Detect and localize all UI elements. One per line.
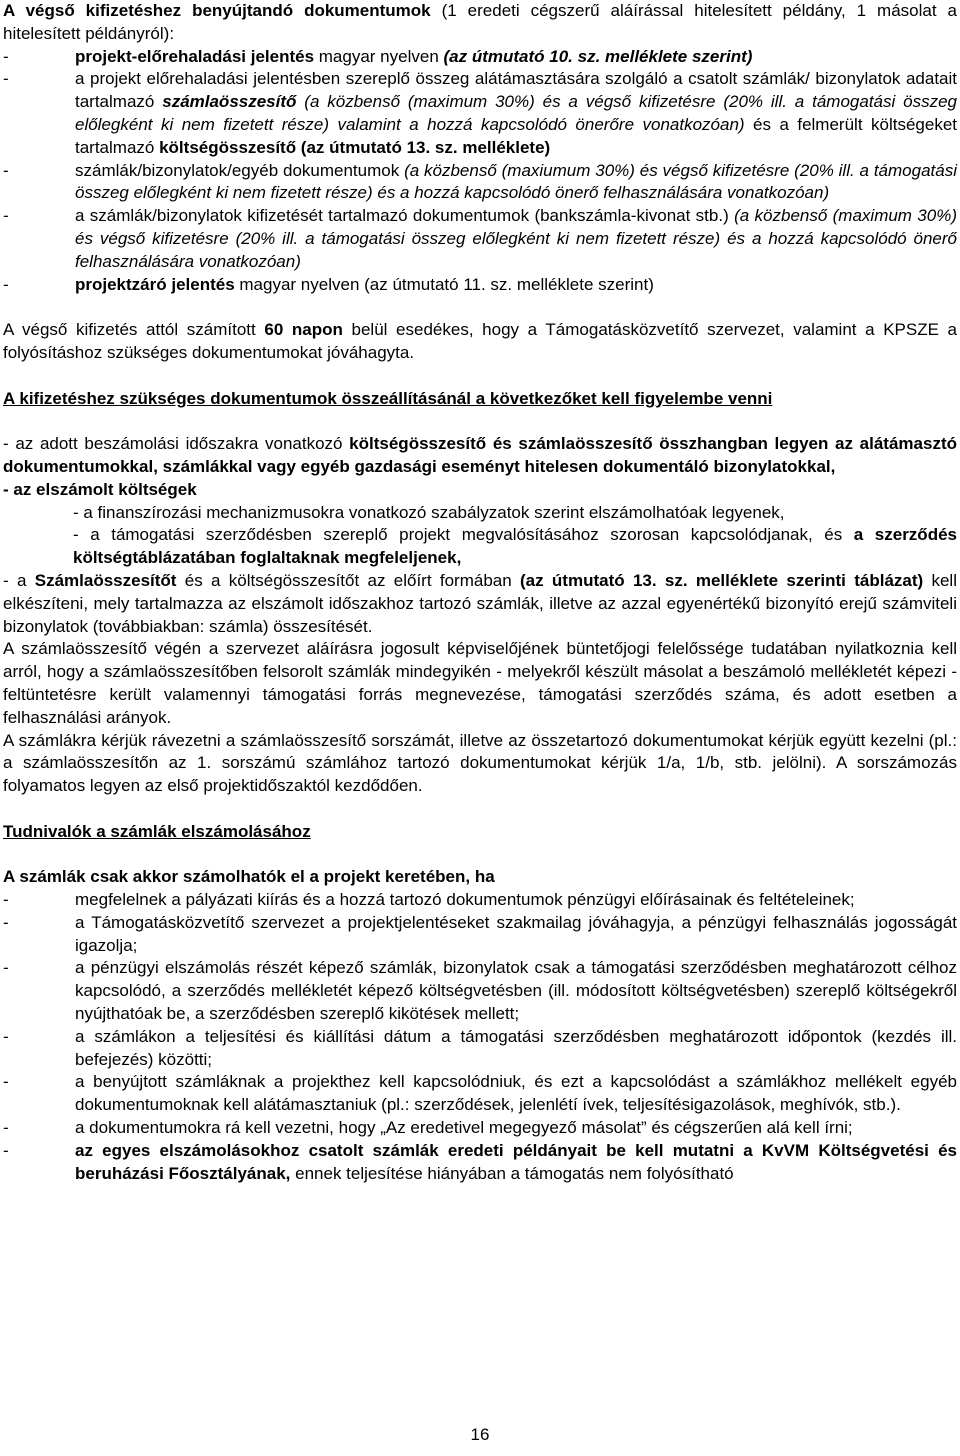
section-heading: Tudnivalók a számlák elszámolásához bbox=[3, 821, 311, 841]
item-text: számlaösszesítő bbox=[162, 92, 297, 112]
item-text: magyar nyelven (az útmutató 11. sz. melléklete szerint) bbox=[234, 274, 654, 294]
paragraph bbox=[3, 866, 957, 889]
list-dash: - bbox=[3, 46, 9, 66]
sub-item: - a finanszírozási mechanizmusokra vonatkozó szabályzatok szerint elszámolhatóak legyenek, bbox=[73, 502, 785, 522]
item-text: (a közbenső (maxiumum 30%) és végső kifizetésre (20% ill. a támogatási összeg előlegként ki nem fizetett része) és a hozzá kapcsolódó önerő felhasználására vonatkozóan) bbox=[75, 160, 957, 203]
paragraph-text: a szerződés költségtáblázatában foglaltaknak megfeleljenek, bbox=[73, 525, 957, 568]
paragraph bbox=[3, 433, 957, 479]
item-text: magyar nyelven bbox=[314, 46, 444, 66]
item-text: projekt-előrehaladási jelentés bbox=[75, 46, 315, 66]
intro-paragraph bbox=[3, 0, 957, 46]
item-text: a dokumentumokra rá kell vezetni, hogy „Az eredetivel megegyező másolat” és cégszerűen alá kell írni; bbox=[75, 1118, 853, 1138]
paragraph-text: (az útmutató 13. sz. melléklete szerinti táblázat) bbox=[520, 570, 924, 590]
paragraph-text: költségösszesítő és számlaösszesítő összhangban legyen az alátámasztó dokumentumokkal, számlákkal vagy egyéb gazdasági eseményt hitelesen dokumentáló bizonylatokkal, bbox=[3, 434, 957, 476]
paragraph: A számlákra kérjük rávezetni a számlaösszesítő sorszámát, illetve az összetartozó dokumentumokat kérjük együtt kezelni (pl.: a számlaösszesítőn az 1. sorszámú számlához tartozó dokumentumokat kérjük 1/a, 1/b, stb. jelölni). A sorszámozás folyamatos legyen az első projektidőszaktól kezdődően. bbox=[3, 730, 957, 796]
list-dash: - bbox=[3, 1140, 9, 1160]
intro-rest: (1 eredeti cégszerű aláírással hitelesített példány, 1 másolat a hitelesített példányról): bbox=[3, 1, 957, 43]
item-text: (az útmutató 10. sz. melléklete szerint) bbox=[443, 46, 753, 66]
item-text: ennek teljesítése hiányában a támogatás nem folyósítható bbox=[290, 1163, 734, 1183]
item-text: a számlák/bizonylatok kifizetését tartalmazó dokumentumok (bankszámla-kivonat stb.) bbox=[75, 206, 735, 226]
paragraph-text: A végső kifizetés attól számított bbox=[3, 320, 265, 340]
paragraph-text: - az adott beszámolási időszakra vonatkozó bbox=[3, 434, 350, 454]
item-text: a pénzügyi elszámolás részét képező számlák, bizonylatok csak a támogatási szerződésben meghatározott célhoz kapcsolódó, a szerződés mellékletét képező költségvetésben (ill. módosított költségvetésben) szereplő költségekről nyújthatóak be, a szerződésben szereplő kikötések mellett; bbox=[75, 958, 957, 1024]
list-dash: - bbox=[3, 912, 9, 932]
paragraph bbox=[3, 570, 957, 638]
list-dash: - bbox=[3, 69, 9, 89]
item-text: a projekt előrehaladási jelentésben szereplő összeg alátámasztására szolgáló a csatolt számlák/ bizonylatok adatait tartalmazó bbox=[75, 69, 957, 112]
list-dash: - bbox=[3, 1118, 9, 1138]
list-item bbox=[3, 912, 957, 958]
list-item bbox=[3, 1071, 957, 1117]
section-heading: A kifizetéshez szükséges dokumentumok összeállításánál a következőket kell figyelembe venni bbox=[3, 388, 773, 408]
list-item bbox=[3, 68, 957, 159]
paragraph: A számlaösszesítő végén a szervezet aláírásra jogosult képviselőjének büntetőjogi felelőssége tudatában nyilatkoznia kell arról, hogy a számlaösszesítőben felsorolt számlák mindegyikén - melyekről készült másolat a beszámoló mellékletét képezi - feltüntetésre került valamennyi támogatási forrás megnevezése, támogatási szerződés száma, és adott esetben a felhasználási arányok. bbox=[3, 639, 957, 727]
paragraph-text: - a támogatási szerződésben szereplő projekt megvalósításához szorosan kapcsolódjanak, és bbox=[73, 525, 854, 545]
item-text: projektzáró jelentés bbox=[75, 274, 235, 294]
intro-title: A végső kifizetéshez benyújtandó dokumentumok bbox=[3, 1, 431, 20]
paragraph-text: - a bbox=[3, 570, 35, 590]
list-item bbox=[3, 160, 957, 206]
sub-item bbox=[3, 524, 957, 570]
list-dash: - bbox=[3, 160, 9, 180]
item-text: a Támogatásközvetítő szervezet a projektjelentéseket szakmailag jóváhagyja, a pénzügyi felhasználás jogosságát igazolja; bbox=[75, 912, 957, 955]
paragraph-text: 60 napon bbox=[264, 320, 343, 340]
list-dash: - bbox=[3, 958, 9, 978]
list-item bbox=[3, 1026, 957, 1072]
paragraph-text: és a költségösszesítőt az előírt formában bbox=[176, 570, 520, 590]
item-text: a benyújtott számláknak a projekthez kell kapcsolódniuk, és ezt a kapcsolódást a számlákhoz mellékelt egyéb dokumentumoknak kell alátámasztaniuk (pl.: szerződések, jelenlétí ívek, teljesítésigazolások, meghívók, stb.). bbox=[75, 1072, 957, 1115]
paragraph-text: kell elkészíteni, mely tartalmazza az elszámolt időszakhoz tartozó számlák, illetve az azzal egyenértékű bizonyító erejű számviteli bizonylatok (továbbiakban: számla) összesítését. bbox=[3, 570, 957, 636]
paragraph-text: A számlák csak akkor számolhatók el a projekt keretében, ha bbox=[3, 867, 495, 887]
list-dash: - bbox=[3, 1072, 9, 1092]
payment-paragraph bbox=[3, 319, 957, 365]
paragraph-text: Számlaösszesítőt bbox=[34, 570, 177, 590]
item-text: és a felmerült költségeket tartalmazó bbox=[75, 114, 957, 157]
item-text: (a közbenső (maximum 30%) és a végső kifizetésre (20% ill. a támogatási összeg előlegként ki nem fizetett része) valamint a hozzá kapcsolódó önerőre vonatkozóan) bbox=[75, 92, 957, 134]
paragraph-text: - az elszámolt költségek bbox=[3, 479, 197, 499]
list-item bbox=[3, 46, 957, 69]
item-text: (a közbenső (maximum 30%) és végső kifizetésre (20% ill. a támogatási összeg előlegként ki nem fizetett része) és a hozzá kapcsolódó önerő felhasználására vonatkozóan) bbox=[75, 206, 957, 271]
paragraph bbox=[3, 479, 957, 502]
list-dash: - bbox=[3, 890, 9, 910]
paragraph-text: belül esedékes, hogy a Támogatásközvetítő szervezet, valamint a KPSZE a folyósításhoz szükséges dokumentumokat jóváhagyta. bbox=[3, 320, 958, 362]
list-item bbox=[3, 1140, 957, 1186]
list-dash: - bbox=[3, 274, 9, 294]
list-item bbox=[3, 1117, 957, 1140]
item-text: a számlákon a teljesítési és kiállítási dátum a támogatási szerződésben meghatározott időpontok (kezdés ill. befejezés) közötti; bbox=[75, 1026, 957, 1069]
list-item bbox=[3, 205, 957, 273]
list-item bbox=[3, 274, 957, 297]
list-dash: - bbox=[3, 1026, 9, 1046]
item-text: megfelelnek a pályázati kiírás és a hozzá tartozó dokumentumok pénzügyi előírásainak és feltételeinek; bbox=[75, 890, 855, 910]
list-item bbox=[3, 889, 957, 912]
list-dash: - bbox=[3, 206, 9, 226]
item-text: számlák/bizonylatok/egyéb dokumentumok bbox=[75, 160, 405, 180]
page-number: 16 bbox=[470, 1425, 490, 1444]
list-item bbox=[3, 957, 957, 1025]
document-body bbox=[3, 0, 957, 1185]
item-text: az egyes elszámolásokhoz csatolt számlák eredeti példányait be kell mutatni a KvVM Költségvetési és beruházási Főosztályának, bbox=[75, 1140, 957, 1183]
item-text: költségösszesítő (az útmutató 13. sz. melléklete) bbox=[159, 137, 551, 157]
